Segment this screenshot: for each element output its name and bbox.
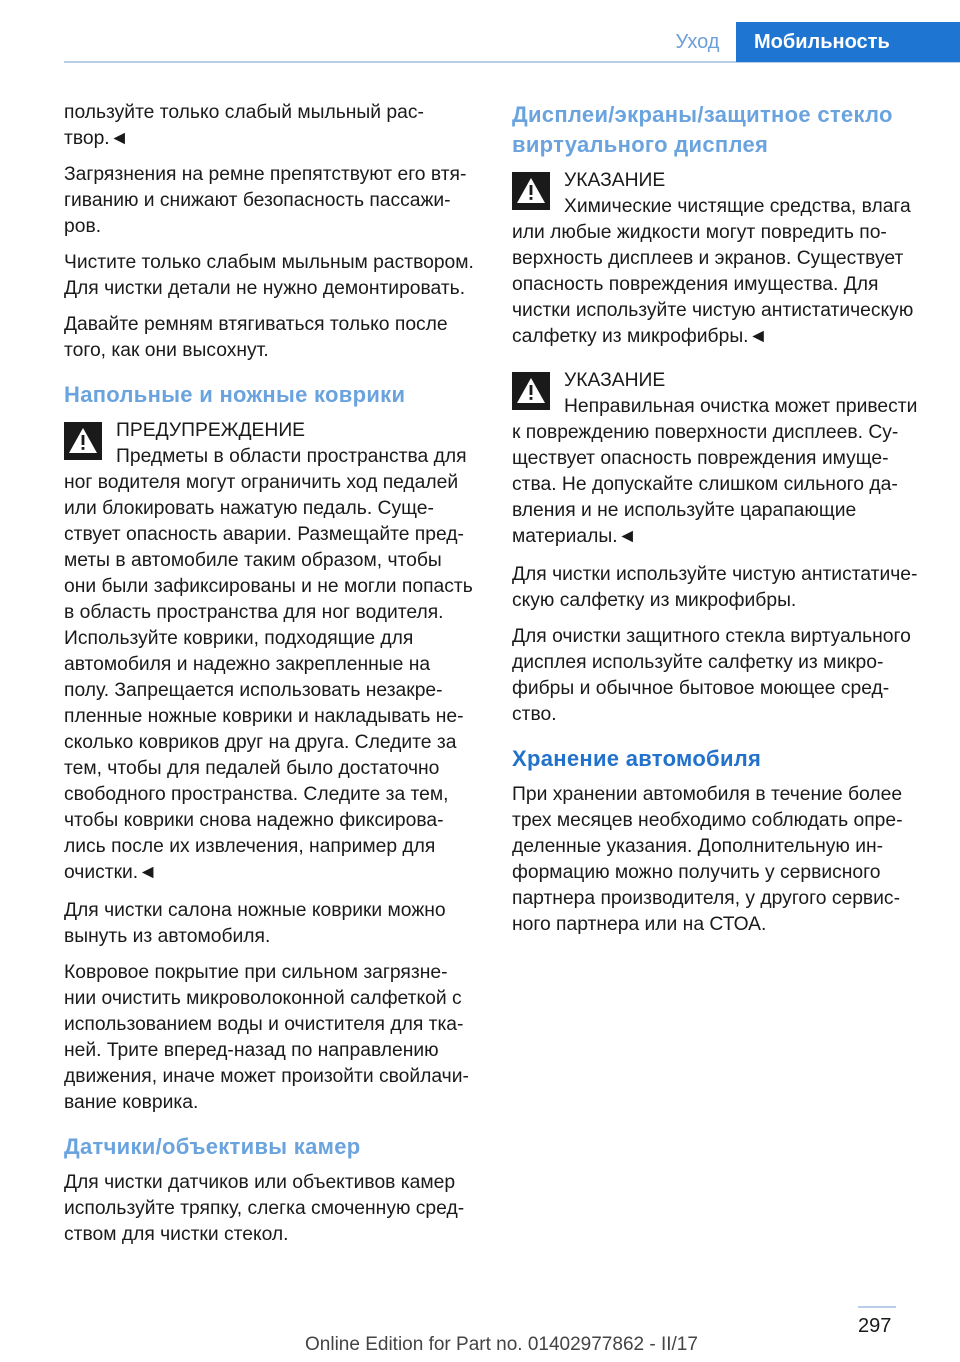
paragraph: Для очистки защитного стекла виртуального дисплея используйте салфетку из микро-фибры и обычное бытовое моющее сред-ство. bbox=[512, 626, 911, 725]
paragraph: Для чистки датчиков или объективов камер используйте тряпку, слегка смоченную сред-ством для чистки стекол. bbox=[64, 1172, 465, 1245]
page-number-rule bbox=[858, 1306, 896, 1308]
paragraph: Давайте ремням втягиваться только после того, как они высохнут. bbox=[64, 314, 448, 361]
paragraph: Ковровое покрытие при сильном загрязне-нии очистить микроволоконной салфеткой с использованием воды и очистителя для тка-ней. Трите вперед-назад по направлению движения, иначе может произойти свойлачи-вание коврика. bbox=[64, 962, 469, 1113]
warning-title: УКАЗАНИЕ bbox=[564, 170, 666, 191]
warning-triangle-icon bbox=[512, 172, 550, 210]
warning-text: Предметы в области пространства для ног водителя могут ограничить ход педалей или блокировать нажатую педаль. Суще-ствует опасность аварии. Размещайте пред-меты в автомобиле таким образом, чтобы они были зафиксированы и не могли попасть в область пространства для ног водителя. Используйте коврики, подходящие для автомобиля и надежно закрепленные на полу. Запрещается использовать незакре-пленные ножные коврики и накладывать не-сколько ковриков друг на друга. Следите за тем, чтобы для педалей было достаточно свободного пространства. Следите за тем, чтобы коврики снова надежно фиксирова-лись после их извлечения, например для очистки.◄ bbox=[64, 446, 473, 883]
page-number: 297 bbox=[858, 1315, 892, 1337]
tab-chapter[interactable]: Мобильность bbox=[736, 22, 960, 62]
right-column bbox=[512, 100, 927, 948]
edition-footer: Online Edition for Part no. 01402977862 - II/17 bbox=[305, 1334, 698, 1355]
warning-title: ПРЕДУПРЕЖДЕНИЕ bbox=[116, 420, 306, 441]
left-column bbox=[64, 100, 479, 1258]
paragraph: Для чистки используйте чистую антистатиче-скую салфетку из микрофибры. bbox=[512, 564, 918, 611]
warning-block bbox=[512, 368, 927, 550]
warning-triangle-icon bbox=[512, 372, 550, 410]
section-heading: Хранение автомобиля bbox=[512, 746, 762, 771]
paragraph: Чистите только слабым мыльным раствором. Для чистки детали не нужно демонтировать. bbox=[64, 252, 474, 299]
warning-triangle-icon bbox=[64, 422, 102, 460]
warning-text: Неправильная очистка может привести к повреждению поверхности дисплеев. Су-ществует опасность повреждения имуще-ства. Не допускайте слишком сильного да-вления и не используйте царапающие материалы.◄ bbox=[512, 396, 918, 547]
tab-section[interactable]: Уход bbox=[675, 30, 720, 53]
paragraph: При хранении автомобиля в течение более трех месяцев необходимо соблюдать опре-деленные указания. Дополнительную ин-формацию можно получить у сервисного партнера производителя, у другого сервис-ного партнера или на СТОА. bbox=[512, 784, 903, 935]
paragraph: Для чистки салона ножные коврики можно вынуть из автомобиля. bbox=[64, 900, 446, 947]
section-heading: Датчики/объективы камер bbox=[64, 1134, 361, 1159]
warning-block bbox=[64, 418, 479, 886]
paragraph: пользуйте только слабый мыльный рас-твор.◄ bbox=[64, 102, 424, 149]
warning-text: Химические чистящие средства, влага или любые жидкости могут повредить по-верхность дисплеев и экранов. Существует опасность повреждения имущества. Для чистки используйте чистую антистатическую салфетку из микрофибры.◄ bbox=[512, 196, 914, 347]
section-heading: Напольные и ножные коврики bbox=[64, 382, 406, 407]
warning-title: УКАЗАНИЕ bbox=[564, 370, 666, 391]
warning-block bbox=[512, 168, 927, 350]
paragraph: Загрязнения на ремне препятствуют его втя-гиванию и снижают безопасность пассажи-ров. bbox=[64, 164, 467, 237]
section-heading: Дисплеи/экраны/защитное стекло виртуального дисплея bbox=[512, 102, 893, 157]
